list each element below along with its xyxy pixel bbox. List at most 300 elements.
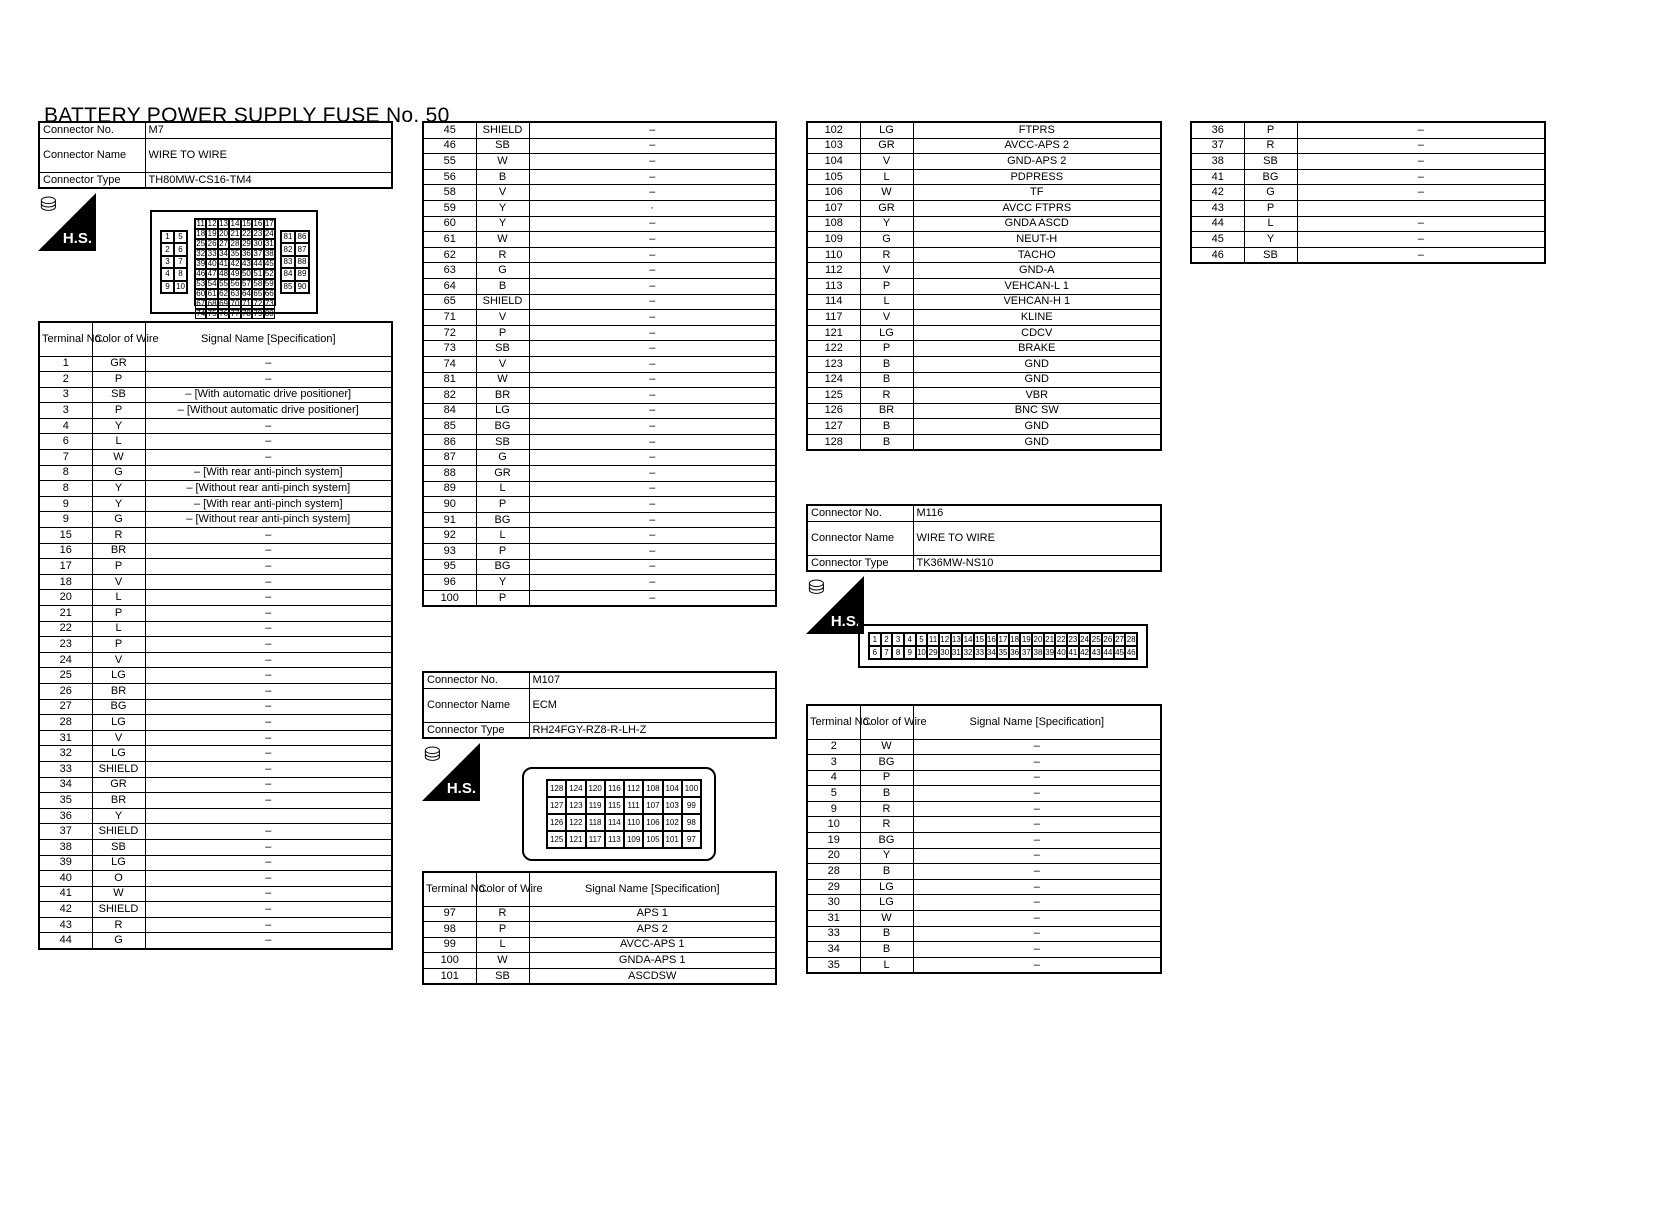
table-row [39,668,392,684]
table-row [39,356,392,372]
table-row [807,801,1161,817]
wire-color-cell: P [92,559,145,575]
connector-pin: 32 [196,249,206,258]
connector-pin: 71 [241,299,251,308]
wire-color-cell: V [92,730,145,746]
connector-pin: 57 [241,279,251,288]
terminal-no-cell: 84 [423,403,476,419]
signal-name-cell: GND [913,434,1161,450]
signal-name-cell: – [913,739,1161,755]
connector-pin: 49 [230,269,240,278]
connector-pin: 82 [281,243,295,255]
wire-color-cell: P [860,341,913,357]
table-row [423,325,776,341]
color-of-wire-header: Color of Wire [476,872,529,906]
terminal-no-cell: 16 [39,543,92,559]
table-row [39,652,392,668]
table-row [39,434,392,450]
terminal-no-cell: 9 [39,512,92,528]
signal-name-cell: – [913,786,1161,802]
signal-name-cell: KLINE [913,310,1161,326]
connector-pin: 6 [869,646,881,659]
wire-color-cell: GR [476,466,529,482]
signal-name-cell: – [145,839,392,855]
connector-pin: 100 [682,780,701,797]
table-row [423,559,776,575]
connector-pin: 88 [295,256,309,268]
signal-name-cell: – [529,388,776,404]
terminal-no-cell: 20 [807,848,860,864]
signal-name-cell: AVCC-APS 2 [913,138,1161,154]
signal-name-cell: VEHCAN-L 1 [913,278,1161,294]
table-row [1191,216,1545,232]
signal-name-cell: GND-APS 2 [913,154,1161,170]
wire-color-cell: W [92,450,145,466]
terminal-no-cell: 98 [423,922,476,938]
terminal-no-cell: 102 [807,122,860,138]
signal-name-cell: – [145,356,392,372]
signal-name-cell: NEUT-H [913,232,1161,248]
m7-terminal-table-continued [422,121,777,607]
table-row [1191,232,1545,248]
wire-color-cell: L [476,481,529,497]
connector-pin: 26 [207,239,217,248]
table-row [807,879,1161,895]
table-row [39,403,392,419]
terminal-no-cell: 28 [807,864,860,880]
table-row [807,739,1161,755]
terminal-no-cell: 64 [423,278,476,294]
signal-name-cell: VBR [913,388,1161,404]
wire-color-cell: W [860,739,913,755]
wire-color-cell: SHIELD [92,824,145,840]
connector-pin: 8 [892,646,904,659]
m7-connector-info [38,121,393,189]
connector-type-label: Connector Type [39,172,145,188]
terminal-no-cell: 36 [1191,122,1244,138]
connector-pin: 8 [174,268,187,280]
wire-color-cell: G [92,512,145,528]
terminal-no-cell: 35 [39,793,92,809]
table-row [423,419,776,435]
connector-pin: 13 [219,219,229,228]
signal-name-cell: GND [913,419,1161,435]
signal-name-cell: – [With rear anti-pinch system] [145,496,392,512]
terminal-no-cell: 45 [1191,232,1244,248]
wire-color-cell: L [860,169,913,185]
terminal-no-cell: 101 [423,968,476,984]
wire-color-cell: R [476,906,529,922]
table-row [807,911,1161,927]
table-row [807,419,1161,435]
terminal-no-cell: 85 [423,419,476,435]
table-row [39,715,392,731]
table-row [39,372,392,388]
signal-name-cell: – [529,434,776,450]
terminal-no-cell: 91 [423,512,476,528]
terminal-no-cell: 117 [807,310,860,326]
signal-name-cell: – [1297,169,1545,185]
connector-pin: 38 [264,249,274,258]
wire-color-cell: P [1244,122,1297,138]
terminal-no-cell: 95 [423,559,476,575]
terminal-no-cell: 34 [807,942,860,958]
signal-name-cell: AVCC FTPRS [913,200,1161,216]
connector-pin: 61 [207,289,217,298]
connector-pin: 29 [927,646,939,659]
terminal-no-cell: 65 [423,294,476,310]
signal-name-cell: – [529,294,776,310]
table-row [807,895,1161,911]
wire-color-cell: Y [1244,232,1297,248]
connector-pin: 68 [207,299,217,308]
wire-color-cell: P [476,922,529,938]
connector-pin: 116 [605,780,624,797]
table-row [423,544,776,560]
table-row [423,590,776,606]
terminal-no-cell: 106 [807,185,860,201]
table-row [423,922,776,938]
connector-pin: 6 [174,243,187,255]
table-row [39,808,392,824]
signal-name-cell: – [529,341,776,357]
m7-left-pin-block [160,230,188,294]
connector-pin: 40 [207,259,217,268]
connector-pin: 73 [264,299,274,308]
wire-color-cell: LG [92,746,145,762]
wire-color-cell: R [92,917,145,933]
table-row [423,247,776,263]
signal-name-cell [145,808,392,824]
connector-pin: 17 [264,219,274,228]
connector-type-label: Connector Type [423,722,529,738]
connector-pin: 84 [281,268,295,280]
signal-name-cell: – [913,957,1161,973]
connector-pin: 48 [219,269,229,278]
wire-color-cell: LG [92,668,145,684]
connector-pin: 4 [161,268,174,280]
connector-pin: 120 [586,780,605,797]
connector-pin: 16 [253,219,263,228]
harness-side-icon: ⛁ H.S. [806,576,864,634]
terminal-no-cell: 4 [807,770,860,786]
table-row [423,122,776,138]
wire-color-cell: P [92,403,145,419]
wire-color-cell: R [92,528,145,544]
connector-pin: 79 [253,309,263,318]
wire-color-cell: Y [92,481,145,497]
m116-connector-diagram [858,624,1148,668]
terminal-no-cell: 46 [423,138,476,154]
wire-color-cell: BR [92,543,145,559]
connector-pin: 97 [682,831,701,848]
connector-pin: 80 [264,309,274,318]
connector-pin: 13 [951,633,963,646]
table-row [423,341,776,357]
signal-name-cell: – [913,833,1161,849]
wire-color-cell: BG [860,833,913,849]
connector-pin: 56 [230,279,240,288]
wire-color-cell: L [476,937,529,953]
connector-pin: 16 [986,633,998,646]
terminal-no-cell: 5 [807,786,860,802]
connector-pin: 114 [605,814,624,831]
terminal-no-cell: 128 [807,434,860,450]
m7-right-pin-block [280,230,310,294]
wire-color-cell: SB [1244,247,1297,263]
signal-name-cell: – [529,185,776,201]
signal-name-cell: – [529,590,776,606]
wire-color-cell: G [92,933,145,949]
connector-pin: 24 [1079,633,1091,646]
terminal-no-cell: 99 [423,937,476,953]
table-row [423,937,776,953]
signal-name-cell: TF [913,185,1161,201]
connector-pin: 127 [547,797,566,814]
table-row [423,403,776,419]
table-row [423,154,776,170]
connector-pin: 41 [219,259,229,268]
connector-pin: 99 [682,797,701,814]
terminal-no-cell: 100 [423,953,476,969]
terminal-no-cell: 9 [807,801,860,817]
signal-name-cell: – [529,466,776,482]
signal-name-cell: – [145,418,392,434]
connector-pin: 27 [219,239,229,248]
wire-color-cell: LG [92,715,145,731]
table-row [423,512,776,528]
signal-name-cell: – [913,801,1161,817]
connector-pin: 66 [264,289,274,298]
terminal-no-cell: 122 [807,341,860,357]
connector-pin: 34 [219,249,229,258]
signal-name-cell: – [1297,247,1545,263]
signal-name-cell: – [145,574,392,590]
terminal-no-cell: 27 [39,699,92,715]
wire-color-cell: Y [860,848,913,864]
color-of-wire-header: Color of Wire [92,322,145,356]
terminal-no-cell: 82 [423,388,476,404]
terminal-no-cell: 21 [39,606,92,622]
connector-pin: 62 [219,289,229,298]
terminal-no-cell: 38 [39,839,92,855]
connector-pin: 78 [241,309,251,318]
wire-color-cell: Y [92,496,145,512]
table-row [1191,138,1545,154]
connector-pin: 2 [881,633,893,646]
m107-terminal-table [422,871,777,985]
table-row [39,621,392,637]
connector-pin: 21 [1044,633,1056,646]
wire-color-cell: P [92,606,145,622]
terminal-no-cell: 3 [807,755,860,771]
table-row [1191,154,1545,170]
terminal-no-cell: 87 [423,450,476,466]
terminal-no-cell: 59 [423,200,476,216]
table-row [807,122,1161,138]
connector-pin: 113 [605,831,624,848]
connector-pin: 119 [586,797,605,814]
connector-pin: 30 [253,239,263,248]
terminal-no-cell: 93 [423,544,476,560]
signal-name-cell: – [913,817,1161,833]
signal-name-cell: – [1297,138,1545,154]
terminal-no-cell: 9 [39,496,92,512]
m107-connector-type: RH24FGY-RZ8-R-LH-Z [529,722,776,738]
connector-pin: 101 [663,831,682,848]
wire-color-cell: P [476,497,529,513]
wire-color-cell: SHIELD [476,122,529,138]
m7-connector-diagram [150,210,318,318]
table-row [39,590,392,606]
terminal-no-cell: 123 [807,356,860,372]
connector-pin: 105 [643,831,662,848]
connector-pin: 39 [1044,646,1056,659]
terminal-no-cell: 113 [807,278,860,294]
wire-color-cell: BG [476,559,529,575]
connector-pin: 42 [1079,646,1091,659]
connector-pin: 104 [663,780,682,797]
connector-pin: 14 [962,633,974,646]
m116-terminal-table-continued [1190,121,1546,264]
wire-color-cell: P [860,770,913,786]
terminal-no-cell: 92 [423,528,476,544]
wire-color-cell: V [860,154,913,170]
terminal-no-cell: 124 [807,372,860,388]
signal-name-cell: – [1297,185,1545,201]
wire-color-cell: W [860,911,913,927]
terminal-no-cell: 55 [423,154,476,170]
table-row [39,450,392,466]
wire-color-cell: SB [476,138,529,154]
table-row [807,372,1161,388]
terminal-no-cell: 90 [423,497,476,513]
signal-name-cell: GND [913,356,1161,372]
connector-pin: 87 [295,243,309,255]
table-row [423,169,776,185]
wire-color-cell: P [92,637,145,653]
signal-name-cell: – [529,356,776,372]
connector-pin: 32 [962,646,974,659]
table-row [807,755,1161,771]
wire-color-cell: SHIELD [92,761,145,777]
terminal-no-cell: 81 [423,372,476,388]
signal-name-cell: – [529,528,776,544]
m116-pin-grid [868,632,1138,660]
terminal-no-cell: 43 [1191,200,1244,216]
table-row [39,824,392,840]
signal-name-cell: – [529,544,776,560]
connector-pin: 86 [295,231,309,243]
terminal-no-cell: 114 [807,294,860,310]
table-row [423,185,776,201]
terminal-no-header: Terminal No. [423,872,476,906]
m7-connector-type: TH80MW-CS16-TM4 [145,172,392,188]
signal-name-cell: – [145,917,392,933]
table-row [423,200,776,216]
signal-name-cell: – [With rear anti-pinch system] [145,465,392,481]
signal-name-cell: – [145,871,392,887]
table-row [423,372,776,388]
connector-pin: 22 [1055,633,1067,646]
connector-pin: 24 [264,229,274,238]
table-row [1191,169,1545,185]
wire-color-cell: V [92,652,145,668]
connector-pin: 21 [230,229,240,238]
terminal-no-cell: 29 [807,879,860,895]
table-row [39,559,392,575]
m116-connector-no: M116 [913,505,1161,521]
table-row [423,138,776,154]
signal-name-cell: – [145,699,392,715]
signal-name-cell: – [529,232,776,248]
table-row [423,310,776,326]
table-row [423,388,776,404]
connector-pin: 11 [927,633,939,646]
signal-name-cell: – [529,481,776,497]
connector-pin: 43 [241,259,251,268]
table-row [807,263,1161,279]
signal-name-cell: GND [913,372,1161,388]
terminal-no-cell: 24 [39,652,92,668]
terminal-no-cell: 107 [807,200,860,216]
connector-pin: 5 [916,633,928,646]
terminal-no-cell: 100 [423,590,476,606]
wire-color-cell: P [92,372,145,388]
table-row [807,942,1161,958]
table-row [423,216,776,232]
terminal-no-cell: 31 [39,730,92,746]
terminal-no-cell: 39 [39,855,92,871]
terminal-no-cell: 8 [39,465,92,481]
terminal-no-cell: 86 [423,434,476,450]
connector-pin: 123 [566,797,585,814]
signal-name-cell: – [913,911,1161,927]
connector-pin: 36 [241,249,251,258]
signal-name-cell: – [145,434,392,450]
connector-pin: 69 [219,299,229,308]
signal-name-cell: – [529,310,776,326]
connector-pin: 31 [264,239,274,248]
wire-color-cell: B [860,356,913,372]
signal-name-header: Signal Name [Specification] [529,872,776,906]
m107-connector-name: ECM [529,688,776,722]
wire-color-cell: SB [1244,154,1297,170]
connector-pin: 102 [663,814,682,831]
signal-name-cell: – [529,325,776,341]
table-row [39,606,392,622]
signal-name-cell: – [1297,232,1545,248]
table-row [39,746,392,762]
signal-name-cell: – [145,855,392,871]
terminal-no-cell: 126 [807,403,860,419]
signal-name-cell: CDCV [913,325,1161,341]
wire-color-cell: B [860,786,913,802]
terminal-no-cell: 36 [39,808,92,824]
terminal-no-cell: 32 [39,746,92,762]
connector-pin: 85 [281,281,295,293]
connector-pin: 115 [605,797,624,814]
connector-pin: 77 [230,309,240,318]
m116-connector-type: TK36MW-NS10 [913,555,1161,571]
signal-name-cell: – [529,154,776,170]
table-row [423,434,776,450]
wire-color-cell: L [476,528,529,544]
signal-name-cell: – [913,848,1161,864]
wire-color-cell: R [860,388,913,404]
connector-pin: 28 [1125,633,1137,646]
connector-pin: 46 [196,269,206,278]
